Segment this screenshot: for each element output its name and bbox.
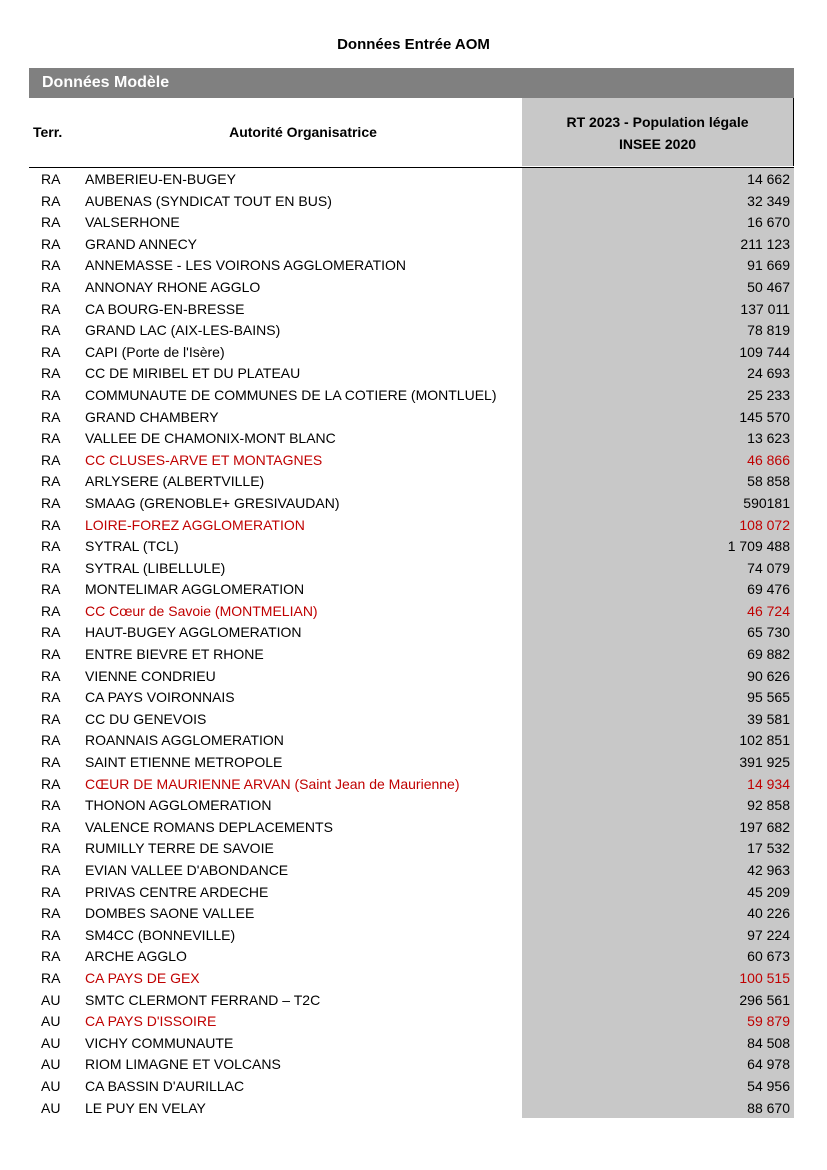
territory-cell: RA: [41, 883, 61, 900]
table-row: [29, 299, 794, 321]
territory-cell: AU: [41, 1034, 61, 1051]
table-row: [29, 1011, 794, 1033]
population-cell: 59 879: [747, 1013, 790, 1030]
population-cell: 65 730: [747, 624, 790, 641]
column-header-authority: Autorité Organisatrice: [229, 124, 377, 140]
authority-name-cell: LOIRE-FOREZ AGGLOMERATION: [85, 516, 305, 533]
authority-name-cell: CC CLUSES-ARVE ET MONTAGNES: [85, 451, 323, 468]
population-cell: 13 623: [747, 430, 790, 447]
territory-cell: RA: [41, 214, 61, 231]
authority-name-cell: VICHY COMMUNAUTE: [85, 1034, 234, 1051]
table-row: [29, 795, 794, 817]
authority-name-cell: CC Cœur de Savoie (MONTMELIAN): [85, 602, 318, 619]
table-row: [29, 838, 794, 860]
population-cell: 60 673: [747, 948, 790, 965]
table-row: [29, 1076, 794, 1098]
table-row: [29, 817, 794, 839]
population-cell: 69 476: [747, 581, 790, 598]
territory-cell: RA: [41, 494, 61, 511]
population-cell: 25 233: [747, 386, 790, 403]
territory-cell: RA: [41, 797, 61, 814]
population-cell: 69 882: [747, 646, 790, 663]
population-cell: 88 670: [747, 1099, 790, 1116]
table-row: [29, 255, 794, 277]
population-cell: 46 866: [747, 451, 790, 468]
population-cell: 54 956: [747, 1077, 790, 1094]
population-cell: 42 963: [747, 862, 790, 878]
column-header-territory: Terr.: [33, 124, 63, 140]
population-cell: 197 682: [739, 818, 790, 835]
authority-name-cell: CA BOURG-EN-BRESSE: [85, 300, 245, 317]
table-row: [29, 860, 794, 882]
authority-name-cell: ARLYSERE (ALBERTVILLE): [85, 473, 265, 490]
population-cell: 84 508: [747, 1034, 790, 1051]
table-row: [29, 687, 794, 709]
population-cell: 95 565: [747, 689, 790, 706]
section-header: Données Modèle: [29, 68, 794, 98]
authority-name-cell: SMTC CLERMONT FERRAND – T2C: [85, 991, 321, 1008]
population-cell: 100 515: [739, 969, 790, 986]
table-row: [29, 709, 794, 731]
population-cell: 137 011: [740, 300, 790, 317]
authority-name-cell: GRAND CHAMBERY: [85, 408, 219, 425]
authority-name-cell: SYTRAL (TCL): [85, 538, 179, 555]
table-row: [29, 320, 794, 342]
table-row: [29, 363, 794, 385]
population-cell: 45 209: [747, 883, 790, 900]
territory-cell: RA: [41, 646, 61, 663]
table-row: [29, 558, 794, 580]
table-row: [29, 774, 794, 796]
authority-name-cell: ANNEMASSE - LES VOIRONS AGGLOMERATION: [85, 257, 407, 274]
authority-name-cell: AUBENAS (SYNDICAT TOUT EN BUS): [85, 192, 332, 209]
population-cell: 46 724: [747, 602, 790, 619]
page-title: Données Entrée AOM: [337, 36, 490, 53]
territory-cell: AU: [41, 991, 61, 1008]
authority-name-cell: CA BASSIN D'AURILLAC: [85, 1077, 245, 1094]
table-row: [29, 925, 794, 947]
authority-name-cell: RUMILLY TERRE DE SAVOIE: [85, 840, 274, 857]
authority-name-cell: GRAND ANNECY: [85, 235, 198, 252]
authority-name-cell: CC DE MIRIBEL ET DU PLATEAU: [85, 365, 301, 382]
authority-name-cell: ROANNAIS AGGLOMERATION: [85, 732, 284, 749]
population-cell: 14 934: [747, 775, 790, 792]
table-row: [29, 234, 794, 256]
population-cell: 296 561: [739, 991, 790, 1008]
territory-cell: RA: [41, 602, 61, 619]
territory-cell: RA: [41, 516, 61, 533]
authority-name-cell: THONON AGGLOMERATION: [85, 797, 272, 814]
population-cell: 102 851: [739, 732, 790, 749]
authority-name-cell: CA PAYS D'ISSOIRE: [85, 1013, 217, 1030]
territory-cell: RA: [41, 300, 61, 317]
population-cell: 108 072: [739, 516, 790, 533]
authority-name-cell: DOMBES SAONE VALLEE: [85, 905, 255, 922]
authority-name-cell: VALLEE DE CHAMONIX-MONT BLANC: [85, 430, 336, 447]
table-row: [29, 471, 794, 493]
territory-cell: RA: [41, 818, 61, 835]
territory-cell: RA: [41, 473, 61, 490]
authority-name-cell: VALSERHONE: [85, 214, 180, 231]
authority-name-cell: HAUT-BUGEY AGGLOMERATION: [85, 624, 302, 641]
territory-cell: RA: [41, 710, 61, 727]
table-row: [29, 752, 794, 774]
table-row: [29, 428, 794, 450]
authority-name-cell: VALENCE ROMANS DEPLACEMENTS: [85, 818, 333, 835]
table-row: [29, 342, 794, 364]
table-row: [29, 990, 794, 1012]
territory-cell: RA: [41, 732, 61, 749]
population-cell: 91 669: [747, 257, 790, 274]
territory-cell: RA: [41, 905, 61, 922]
territory-cell: RA: [41, 926, 61, 943]
population-cell: 32 349: [747, 192, 790, 209]
authority-name-cell: CŒUR DE MAURIENNE ARVAN (Saint Jean de Maurienne): [85, 775, 460, 792]
territory-cell: AU: [41, 1056, 61, 1073]
population-cell: 58 858: [747, 473, 790, 490]
table-row: [29, 493, 794, 515]
territory-cell: RA: [41, 171, 61, 187]
territory-cell: RA: [41, 689, 61, 706]
territory-cell: RA: [41, 969, 61, 986]
table-row: [29, 450, 794, 472]
table-row: [29, 622, 794, 644]
population-cell: 145 570: [739, 408, 790, 425]
authority-name-cell: CC DU GENEVOIS: [85, 710, 207, 727]
territory-cell: RA: [41, 559, 61, 576]
authority-name-cell: ENTRE BIEVRE ET RHONE: [85, 646, 264, 663]
territory-cell: RA: [41, 386, 61, 403]
table-row: [29, 882, 794, 904]
population-cell: 74 079: [747, 559, 790, 576]
authority-name-cell: RIOM LIMAGNE ET VOLCANS: [85, 1056, 281, 1073]
authority-name-cell: CAPI (Porte de l'Isère): [85, 343, 225, 360]
table-row: [29, 1098, 794, 1120]
territory-cell: RA: [41, 948, 61, 965]
authority-name-cell: SAINT ETIENNE METROPOLE: [85, 754, 283, 771]
population-cell: 109 744: [739, 343, 790, 360]
population-cell: 90 626: [747, 667, 790, 684]
territory-cell: RA: [41, 538, 61, 555]
territory-cell: AU: [41, 1013, 61, 1030]
authority-name-cell: EVIAN VALLEE D'ABONDANCE: [85, 862, 289, 878]
territory-cell: RA: [41, 754, 61, 771]
territory-cell: RA: [41, 581, 61, 598]
territory-cell: RA: [41, 365, 61, 382]
table-header: [29, 98, 794, 168]
territory-cell: RA: [41, 408, 61, 425]
table-row: [29, 169, 794, 191]
table-row: [29, 515, 794, 537]
table-row: [29, 536, 794, 558]
table-row: [29, 946, 794, 968]
table-row: [29, 277, 794, 299]
table-row: [29, 644, 794, 666]
column-header-population: [522, 98, 794, 166]
territory-cell: RA: [41, 667, 61, 684]
population-cell: 391 925: [739, 754, 790, 771]
table-row: [29, 1033, 794, 1055]
table-row: [29, 1054, 794, 1076]
population-cell: 590181: [743, 494, 790, 511]
population-cell: 39 581: [747, 710, 790, 727]
authority-name-cell: GRAND LAC (AIX-LES-BAINS): [85, 322, 281, 339]
population-cell: 92 858: [747, 797, 790, 814]
authority-name-cell: SMAAG (GRENOBLE+ GRESIVAUDAN): [85, 494, 340, 511]
population-cell: 64 978: [747, 1056, 790, 1073]
territory-cell: AU: [41, 1077, 61, 1094]
territory-cell: RA: [41, 322, 61, 339]
territory-cell: AU: [41, 1099, 61, 1116]
table-body: [29, 169, 794, 1119]
territory-cell: RA: [41, 192, 61, 209]
table-row: [29, 212, 794, 234]
table-row: [29, 601, 794, 623]
territory-cell: RA: [41, 862, 61, 878]
population-cell: 17 532: [747, 840, 790, 857]
table-row: [29, 579, 794, 601]
authority-name-cell: LE PUY EN VELAY: [85, 1099, 206, 1116]
population-cell: 16 670: [747, 214, 790, 231]
territory-cell: RA: [41, 278, 61, 295]
territory-cell: RA: [41, 451, 61, 468]
population-cell: 78 819: [747, 322, 790, 339]
territory-cell: RA: [41, 343, 61, 360]
table-row: [29, 666, 794, 688]
population-cell: 50 467: [747, 278, 790, 295]
territory-cell: RA: [41, 775, 61, 792]
authority-name-cell: AMBERIEU-EN-BUGEY: [85, 171, 236, 187]
population-cell: 1 709 488: [727, 538, 790, 555]
authority-name-cell: SM4CC (BONNEVILLE): [85, 926, 236, 943]
population-cell: 97 224: [747, 926, 790, 943]
authority-name-cell: ARCHE AGGLO: [85, 948, 187, 965]
table-row: [29, 385, 794, 407]
authority-name-cell: MONTELIMAR AGGLOMERATION: [85, 581, 305, 598]
authority-name-cell: CA PAYS DE GEX: [85, 969, 200, 986]
population-cell: 40 226: [747, 905, 790, 922]
authority-name-cell: SYTRAL (LIBELLULE): [85, 559, 226, 576]
table-row: [29, 191, 794, 213]
population-header-line2: INSEE 2020: [618, 136, 697, 152]
table-row: [29, 903, 794, 925]
authority-name-cell: ANNONAY RHONE AGGLO: [85, 278, 261, 295]
authority-name-cell: CA PAYS VOIRONNAIS: [85, 689, 235, 706]
territory-cell: RA: [41, 235, 61, 252]
table-row: [29, 730, 794, 752]
territory-cell: RA: [41, 624, 61, 641]
territory-cell: RA: [41, 257, 61, 274]
territory-cell: RA: [41, 430, 61, 447]
population-cell: 14 662: [747, 171, 790, 187]
table-row: [29, 968, 794, 990]
population-cell: 24 693: [747, 365, 790, 382]
population-header-line1: RT 2023 - Population légale: [566, 114, 749, 130]
table-row: [29, 407, 794, 429]
authority-name-cell: VIENNE CONDRIEU: [85, 667, 216, 684]
authority-name-cell: PRIVAS CENTRE ARDECHE: [85, 883, 269, 900]
authority-name-cell: COMMUNAUTE DE COMMUNES DE LA COTIERE (MONTLUEL): [85, 386, 497, 403]
population-cell: 211 123: [740, 235, 790, 252]
territory-cell: RA: [41, 840, 61, 857]
